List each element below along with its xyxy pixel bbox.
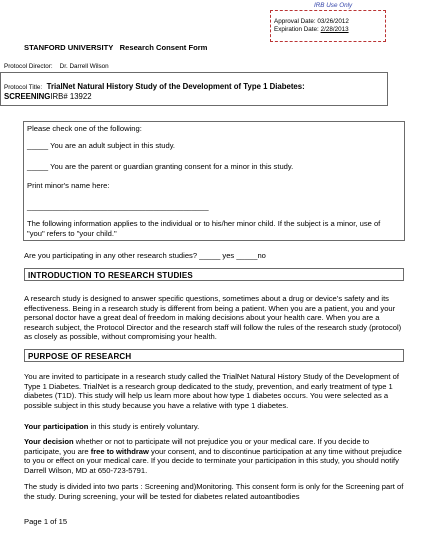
purpose-section-heading	[24, 349, 404, 362]
intro-body: A research study is designed to answer specific questions, sometimes about a drug or device’s safety and its effectiveness. Being in a research study is different from being a patient. When you are a patient, you and your personal doctor have a great deal of freedom in making decisions about your health care. When you are a research subject, the Protocol Director and the research staff will follow the rules of the research study (protocol) as closely as possible, without compromising your health.	[24, 294, 402, 342]
expiration-date	[274, 26, 349, 34]
expiration-date-value: 2/28/2013	[320, 26, 349, 33]
form-title	[24, 43, 207, 53]
minor-name-label: Print minor's name here:	[27, 181, 110, 190]
participation-bold: Your participation	[24, 422, 89, 431]
protocol-title-line1: TrialNet Natural History Study of the Development of Type 1 Diabetes:	[46, 82, 305, 91]
decision-bold: Your decision	[24, 437, 74, 446]
intro-paragraph	[24, 294, 404, 342]
purpose-body-1: You are invited to participate in a research study called the TrialNet Natural History Study of the Development of Type 1 Diabetes. TrialNet is a research group dedicated to the study, prevention, and early treatment of type 1 diabetes (T1D). This study will help us learn more about how type 1 diabetes occurs. You were selected as a possible subject in this study because you have a relative with type 1 diabetes.	[24, 372, 399, 410]
irb-use-only-label: IRB Use Only	[314, 2, 353, 9]
intro-heading-text: INTRODUCTION TO RESEARCH STUDIES	[28, 270, 193, 280]
applies-to-note: The following information applies to the individual or to his/her minor child. If the subject is a minor, use of "you" refers to "your child."	[27, 219, 381, 238]
purpose-heading-text: PURPOSE OF RESEARCH	[28, 351, 132, 361]
university-name: STANFORD UNIVERSITY	[24, 43, 114, 52]
intro-section-heading	[24, 268, 404, 281]
protocol-title-second-line	[4, 86, 92, 104]
participation-voluntary	[24, 422, 404, 432]
parent-guardian-option[interactable]: _____ You are the parent or guardian granting consent for a minor in this study.	[27, 162, 294, 171]
protocol-director	[4, 63, 109, 71]
participation-rest: in this study is entirely voluntary.	[88, 422, 200, 431]
adult-subject-option[interactable]: _____ You are an adult subject in this study.	[27, 141, 176, 150]
decision-part2: your consent, and to discontinue participation at any time without prejudice to you or effect on your medical care. If you decide to terminate your participation in this study, you should notify Darrell Wilson, MD at 650-723-5791.	[24, 446, 402, 475]
other-studies-question[interactable]: Are you participating in any other research studies? _____ yes _____no	[24, 251, 266, 260]
study-parts-paragraph	[24, 482, 404, 501]
withdraw-bold: free to withdraw	[90, 446, 149, 456]
study-parts-body: The study is divided into two parts : Screening and)Monitoring. This consent form is only for the Screening part of the study. During screening, your will be tested for diabetes related autoantibodies	[24, 482, 404, 501]
decision-paragraph	[24, 437, 404, 475]
consent-form-title: Research Consent Form	[119, 43, 208, 52]
expiration-date-label: Expiration Date:	[274, 26, 321, 33]
page-number: Page 1 of 15	[24, 517, 68, 526]
minor-name-field[interactable]: ___________________________________________	[27, 202, 209, 211]
protocol-director-label: Protocol Director:	[4, 63, 53, 70]
protocol-title-label: Protocol Title:	[4, 84, 43, 91]
irb-number: IRB# 13922	[50, 92, 92, 101]
protocol-title-line2: SCREENING	[4, 92, 51, 101]
approval-date: Approval Date: 03/26/2012	[274, 18, 349, 25]
check-one-instruction: Please check one of the following:	[27, 124, 142, 133]
decision-part1: whether or not to participate will not prejudice you or your medical care. If you decide to participate, you are	[24, 437, 370, 456]
protocol-director-value: Dr. Darrell Wilson	[59, 63, 109, 70]
purpose-paragraph-1	[24, 372, 404, 410]
